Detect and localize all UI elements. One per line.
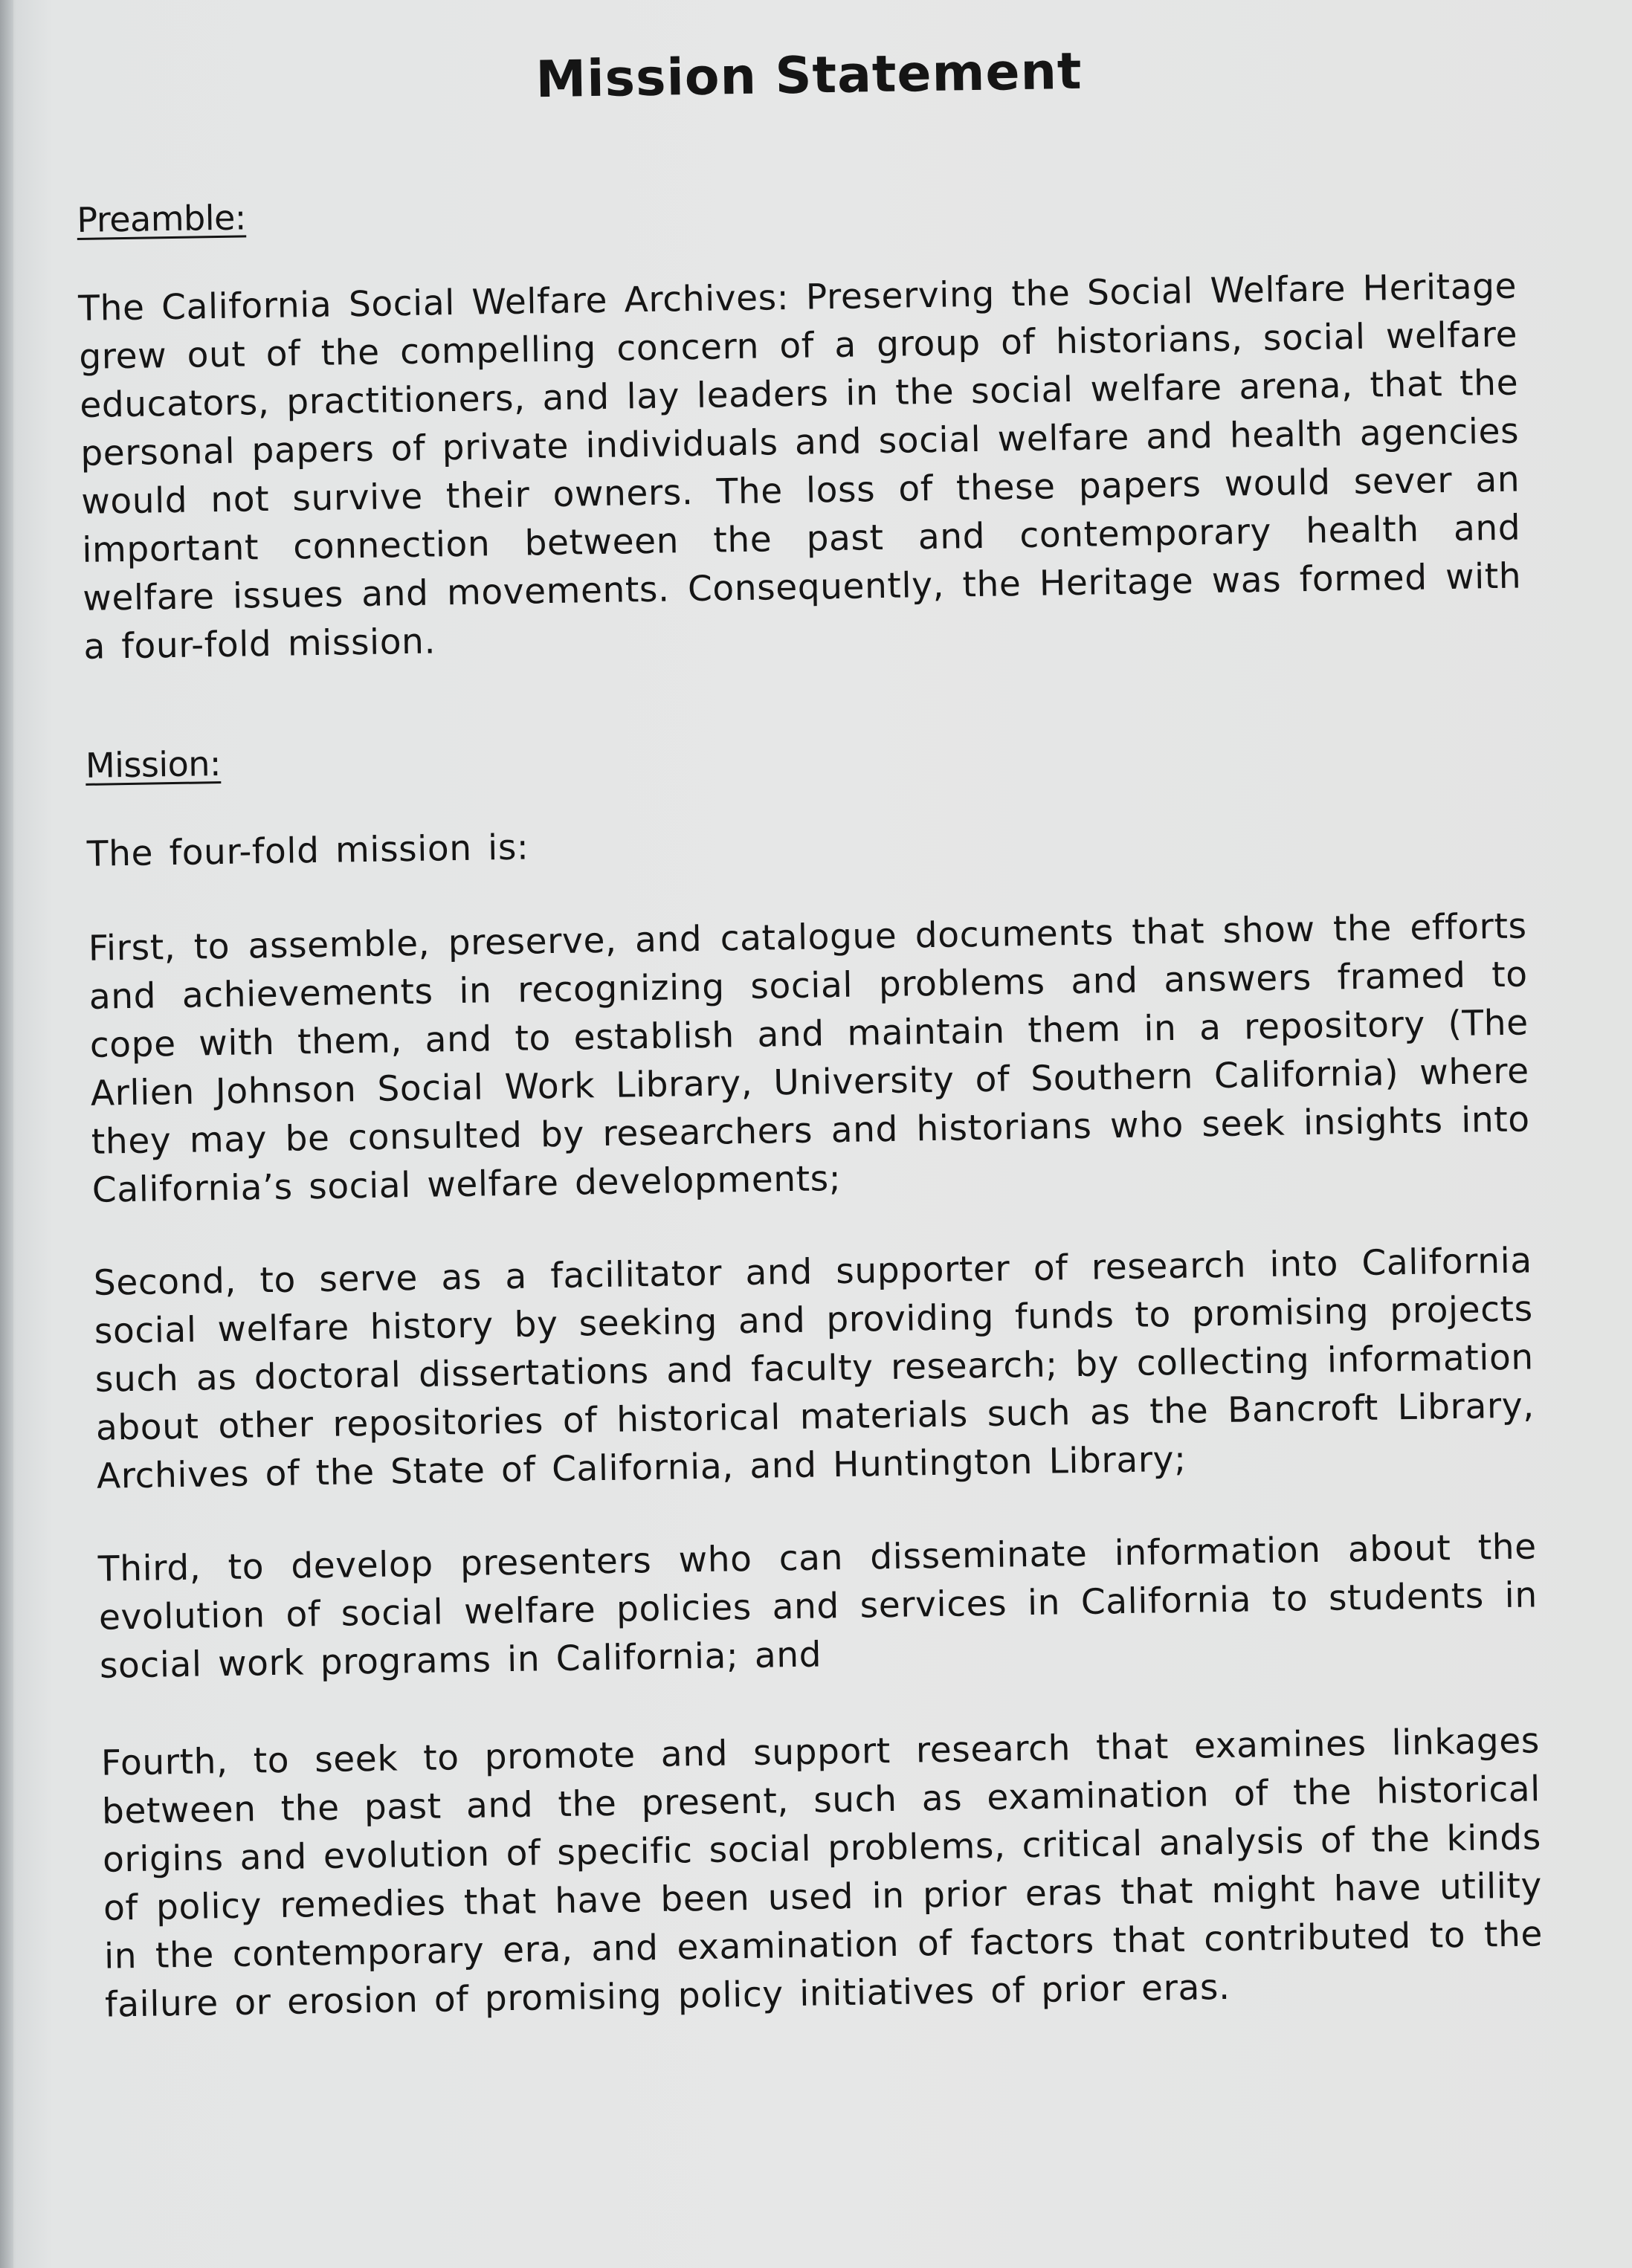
preamble-heading: Preamble: — [77, 197, 247, 240]
mission-heading: Mission: — [85, 743, 222, 786]
page-title: Mission Statement — [535, 42, 1083, 110]
page-binding-edge — [0, 0, 13, 2268]
document-content — [74, 36, 1544, 2074]
mission-item-third: Third, to develop presenters who can disseminate information about the evolution of social welfare policies and services in California to students in social work programs in California; and — [97, 1526, 1538, 1687]
mission-item-first: First, to assemble, preserve, and catalogue documents that show the efforts and achievements in recognizing social problems and answers framed to cope with them, and to establish and maintain them in a repository (The Arlien Johnson Social Work Library, University of Southern California) where they may be consulted by researchers and historians who seek insights into California’s social welfare developments; — [88, 905, 1531, 1211]
mission-item-second: Second, to serve as a facilitator and supporter of research into California social welfare history by seeking and providing funds to promising projects such as doctoral dissertations and faculty research; by collecting information about other repositories of historical materials such as the Bancroft Library, Archives of the State of California, and Huntington Library; — [93, 1240, 1535, 1497]
mission-intro: The four-fold mission is: — [86, 827, 529, 875]
preamble-paragraph: The California Social Welfare Archives: Preserving the Social Welfare Heritage grew out of the compelling concern of a group of historians, social welfare educators, practitioners, and lay leaders in the social welfare arena, that the personal papers of private individuals and social welfare and health agencies would not survive their owners. The loss of these papers would sever an important connection between the past and contemporary health and welfare issues and movements. Consequently, the Heritage was formed with a four-fold mission. — [77, 265, 1522, 668]
mission-item-fourth: Fourth, to seek to promote and support research that examines linkages between the past and the present, such as examination of the historical origins and evolution of specific social problems, critical analysis of the kinds of policy remedies that have been used in prior eras that might have utility in the contemporary era, and examination of factors that contributed to the failure or erosion of promising policy initiatives of prior eras. — [100, 1720, 1544, 2026]
